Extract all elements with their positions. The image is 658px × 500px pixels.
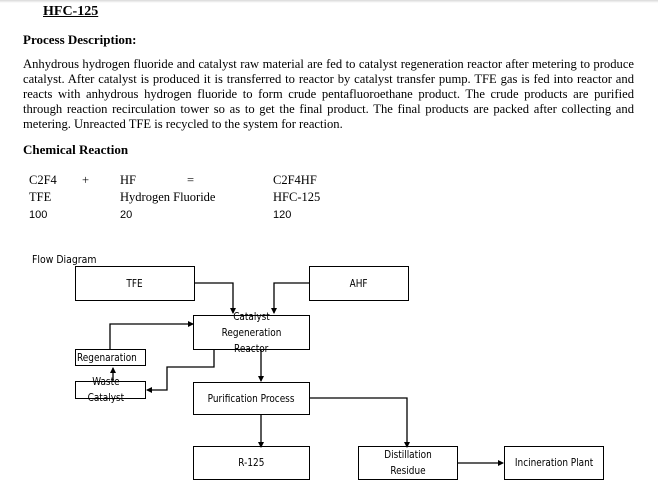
- process-heading: Process Description:: [23, 32, 137, 47]
- node-ahf: AHF: [309, 266, 409, 301]
- equals-sign: =: [187, 173, 195, 187]
- node-catalyst-regeneration-reactor: Catalyst Regeneration Reactor: [193, 315, 310, 350]
- reactant2-formula: HF: [120, 173, 136, 187]
- arrow-regeneration-to-reactor: [110, 324, 193, 349]
- document-title: HFC-125: [43, 4, 99, 19]
- node-purification-process: Purification Process: [193, 382, 310, 415]
- node-incineration-plant: Incineration Plant: [504, 446, 604, 480]
- reactant2-name: Hydrogen Fluoride: [120, 190, 216, 204]
- reactant1-qty: 100: [29, 209, 48, 221]
- node-r125: R-125: [193, 446, 310, 480]
- reactant2-qty: 20: [120, 209, 133, 221]
- node-tfe: TFE: [75, 266, 195, 301]
- product-name: HFC-125: [273, 190, 321, 204]
- node-distillation-residue: Distillation Residue: [358, 446, 458, 480]
- node-regeneration: Regenaration: [75, 349, 146, 366]
- product-formula: C2F4HF: [273, 173, 317, 187]
- flow-diagram-label: Flow Diagram: [32, 253, 97, 266]
- reactant1-formula: C2F4: [29, 173, 57, 187]
- reactant1-name: TFE: [29, 190, 52, 204]
- node-waste-catalyst: Waste Catalyst: [75, 381, 146, 399]
- product-qty: 120: [273, 209, 292, 221]
- arrow-purification-to-distillation: [309, 398, 407, 447]
- process-description: Anhydrous hydrogen fluoride and catalyst raw material are fed to catalyst regeneration reactor after metering to produce catalyst. After catalyst is produced it is transferred to reactor by catalyst transfer pump. TFE gas is fed into reactor and reacts with anhydrous hydrogen fluoride to form crude pentafluoroethane product. The crude products are purified through reaction recirculation tower so as to get the final product. The final products are packed after collecting and metering. Unreacted TFE is recycled to the system for reaction.: [23, 57, 634, 131]
- plus-sign: +: [82, 173, 90, 187]
- reaction-heading: Chemical Reaction: [23, 142, 129, 157]
